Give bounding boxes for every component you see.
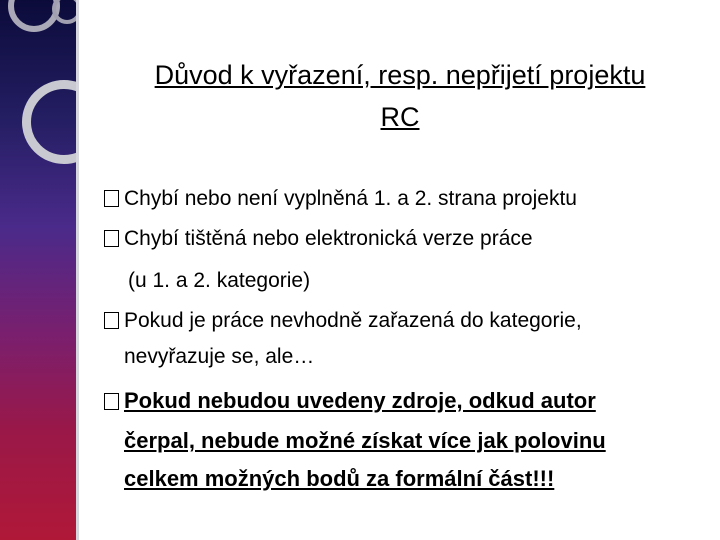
- checkbox-bullet-icon: [104, 312, 119, 329]
- bullet-text: Chybí tištěná nebo elektronická verze práce: [124, 227, 533, 250]
- bullet-item: [104, 382, 596, 421]
- bullet-text: Pokud nebudou uvedeny zdroje, odkud autor: [124, 388, 596, 413]
- decorative-ring-icon: [52, 0, 79, 24]
- slide-title-line-1: Důvod k vyřazení, resp. nepřijetí projektu: [154, 60, 646, 90]
- bullet-continuation: (u 1. a 2. kategorie): [128, 269, 311, 292]
- bullet-continuation: čerpal, nebude možné získat více jak polovinu: [124, 428, 606, 453]
- slide-title-line-2: RC: [380, 102, 420, 132]
- decorative-divider: [76, 0, 79, 540]
- bullet-item: [104, 220, 533, 258]
- checkbox-bullet-icon: [104, 190, 119, 207]
- bullet-continuation: celkem možných bodů za formální část!!!: [124, 466, 555, 491]
- slide-title: [100, 54, 700, 138]
- checkbox-bullet-icon: [104, 230, 119, 247]
- bullet-item: [104, 302, 582, 340]
- checkbox-bullet-icon: [104, 393, 119, 410]
- bullet-text: Pokud je práce nevhodně zařazená do kategorie,: [124, 309, 582, 332]
- decorative-ring-icon: [22, 80, 79, 164]
- bullet-text: Chybí nebo není vyplněná 1. a 2. strana projektu: [124, 187, 577, 210]
- bullet-item: [104, 180, 577, 218]
- decorative-sidebar: [0, 0, 79, 540]
- bullet-continuation: nevyřazuje se, ale…: [124, 345, 315, 368]
